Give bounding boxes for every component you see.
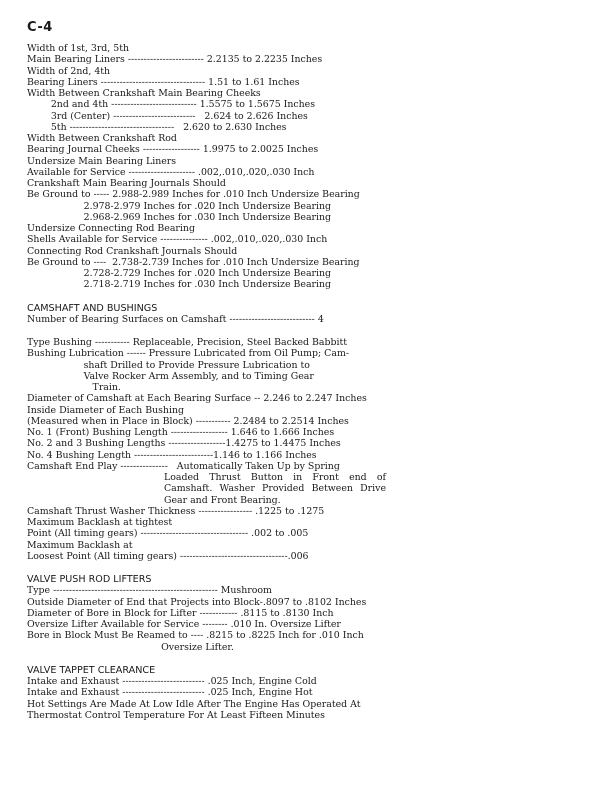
lifters-section — [27, 574, 387, 653]
section-heading: VALVE TAPPET CLEARANCE — [27, 664, 156, 676]
spec-line: Bushing Lubrication ------ Pressure Lubricated from Oil Pump; Cam- — [27, 348, 350, 360]
spec-line: Maximum Backlash at — [27, 539, 133, 551]
spec-line: Train. — [27, 382, 121, 393]
spec-line: Thermostat Control Temperature For At Least Fifteen Minutes — [27, 709, 325, 721]
spec-line: 2nd and 4th --------------------------- 1.5575 to 1.5675 Inches — [27, 99, 316, 111]
spec-line: 5th --------------------------------- 2.620 to 2.630 Inches — [27, 121, 287, 133]
spec-line: Diameter of Camshaft at Each Bearing Surface -- 2.246 to 2.247 Inches — [27, 393, 367, 405]
page-number-label: C-4 — [27, 20, 53, 35]
spec-line: (Measured when in Place in Block) ----------- 2.2484 to 2.2514 Inches — [27, 415, 349, 427]
spec-line: Valve Rocker Arm Assembly, and to Timing Gear — [27, 370, 314, 382]
spec-line: Be Ground to ----- 2.988-2.989 Inches for .010 Inch Undersize Bearing — [27, 189, 360, 201]
spec-line: Maximum Backlash at tightest — [27, 517, 173, 528]
spec-line: Connecting Rod Crankshaft Journals Should — [27, 245, 238, 257]
spec-line: Type Bushing ----------- Replaceable, Precision, Steel Backed Babbitt — [27, 337, 348, 348]
spec-continuation: Loaded Thrust Button in Front end of Camshaft. Washer Provided Between Drive Gear and Front Bearing. — [164, 472, 386, 506]
spec-content — [27, 43, 387, 721]
section-heading: CAMSHAFT AND BUSHINGS — [27, 302, 158, 314]
spec-line: Be Ground to ---- 2.738-2.739 Inches for .010 Inch Undersize Bearing — [27, 256, 360, 268]
spec-line: Intake and Exhaust -------------------------- .025 Inch, Engine Hot — [27, 687, 313, 699]
spec-line: Type ---------------------------------------------------- Mushroom — [27, 585, 272, 597]
spec-line: Inside Diameter of Each Bushing — [27, 404, 185, 416]
spec-line: Camshaft End Play --------------- Automatically Taken Up by Spring — [27, 460, 340, 472]
spec-line: Oversize Lifter. — [27, 641, 234, 653]
spec-line: No. 1 (Front) Bushing Length ------------------ 1.646 to 1.666 Inches — [27, 427, 335, 438]
spec-line: Shells Available for Service --------------- .002,.010,.020,.030 Inch — [27, 234, 328, 246]
spec-line: Width of 2nd, 4th — [27, 65, 111, 77]
spec-line: 2.968-2.969 Inches for .030 Inch Undersize Bearing — [27, 211, 332, 223]
spec-line: Number of Bearing Surfaces on Camshaft --------------------------- 4 — [27, 313, 324, 325]
section-heading: VALVE PUSH ROD LIFTERS — [27, 574, 152, 585]
main-bearing-section — [27, 43, 387, 291]
spec-line: Main Bearing Liners ------------------------ 2.2135 to 2.2235 Inches — [27, 54, 323, 66]
spec-line: 2.718-2.719 Inches for .030 Inch Undersize Bearing — [27, 279, 332, 291]
spec-line: Crankshaft Main Bearing Journals Should — [27, 178, 226, 189]
spec-line: Bearing Journal Cheeks ------------------ 1.9975 to 2.0025 Inches — [27, 144, 319, 156]
spec-line: Outside Diameter of End that Projects into Block-.8097 to .8102 Inches — [27, 596, 367, 608]
spec-line: Oversize Lifter Available for Service -------- .010 In. Oversize Lifter — [27, 619, 341, 630]
tappet-section — [27, 665, 387, 721]
spec-line: Undersize Main Bearing Liners — [27, 155, 177, 167]
spec-line: Hot Settings Are Made At Low Idle After The Engine Has Operated At — [27, 698, 361, 710]
spec-line: No. 2 and 3 Bushing Lengths ------------------1.4275 to 1.4475 Inches — [27, 438, 341, 450]
spec-line: Intake and Exhaust -------------------------- .025 Inch, Engine Cold — [27, 676, 317, 687]
spec-line: 3rd (Center) -------------------------- 2.624 to 2.626 Inches — [27, 110, 308, 122]
spec-line: Width Between Crankshaft Main Bearing Cheeks — [27, 88, 261, 99]
spec-line: 2.728-2.729 Inches for .020 Inch Undersize Bearing — [27, 268, 332, 279]
spec-line: Diameter of Bore in Block for Lifter ------------ .8115 to .8130 Inch — [27, 607, 334, 619]
spec-line: shaft Drilled to Provide Pressure Lubrication to — [27, 359, 310, 371]
spec-line: Undersize Connecting Rod Bearing — [27, 223, 195, 234]
spec-line: No. 4 Bushing Length -------------------------1.146 to 1.166 Inches — [27, 449, 317, 461]
spec-line: Available for Service --------------------- .002,.010,.020,.030 Inch — [27, 166, 315, 178]
spec-line: Point (All timing gears) ---------------------------------- .002 to .005 — [27, 528, 309, 540]
spec-line: Bearing Liners --------------------------------- 1.51 to 1.61 Inches — [27, 76, 300, 88]
spec-line: Width Between Crankshaft Rod — [27, 133, 177, 144]
spec-line: Width of 1st, 3rd, 5th — [27, 43, 130, 54]
spec-line: Bore in Block Must Be Reamed to ---- .8215 to .8225 Inch for .010 Inch — [27, 630, 364, 642]
camshaft-section — [27, 303, 387, 563]
spec-line: Camshaft Thrust Washer Thickness ----------------- .1225 to .1275 — [27, 505, 325, 517]
spec-line: 2.978-2.979 Inches for .020 Inch Undersize Bearing — [27, 200, 332, 212]
spec-line: Loosest Point (All timing gears) ----------------------------------.006 — [27, 550, 309, 562]
